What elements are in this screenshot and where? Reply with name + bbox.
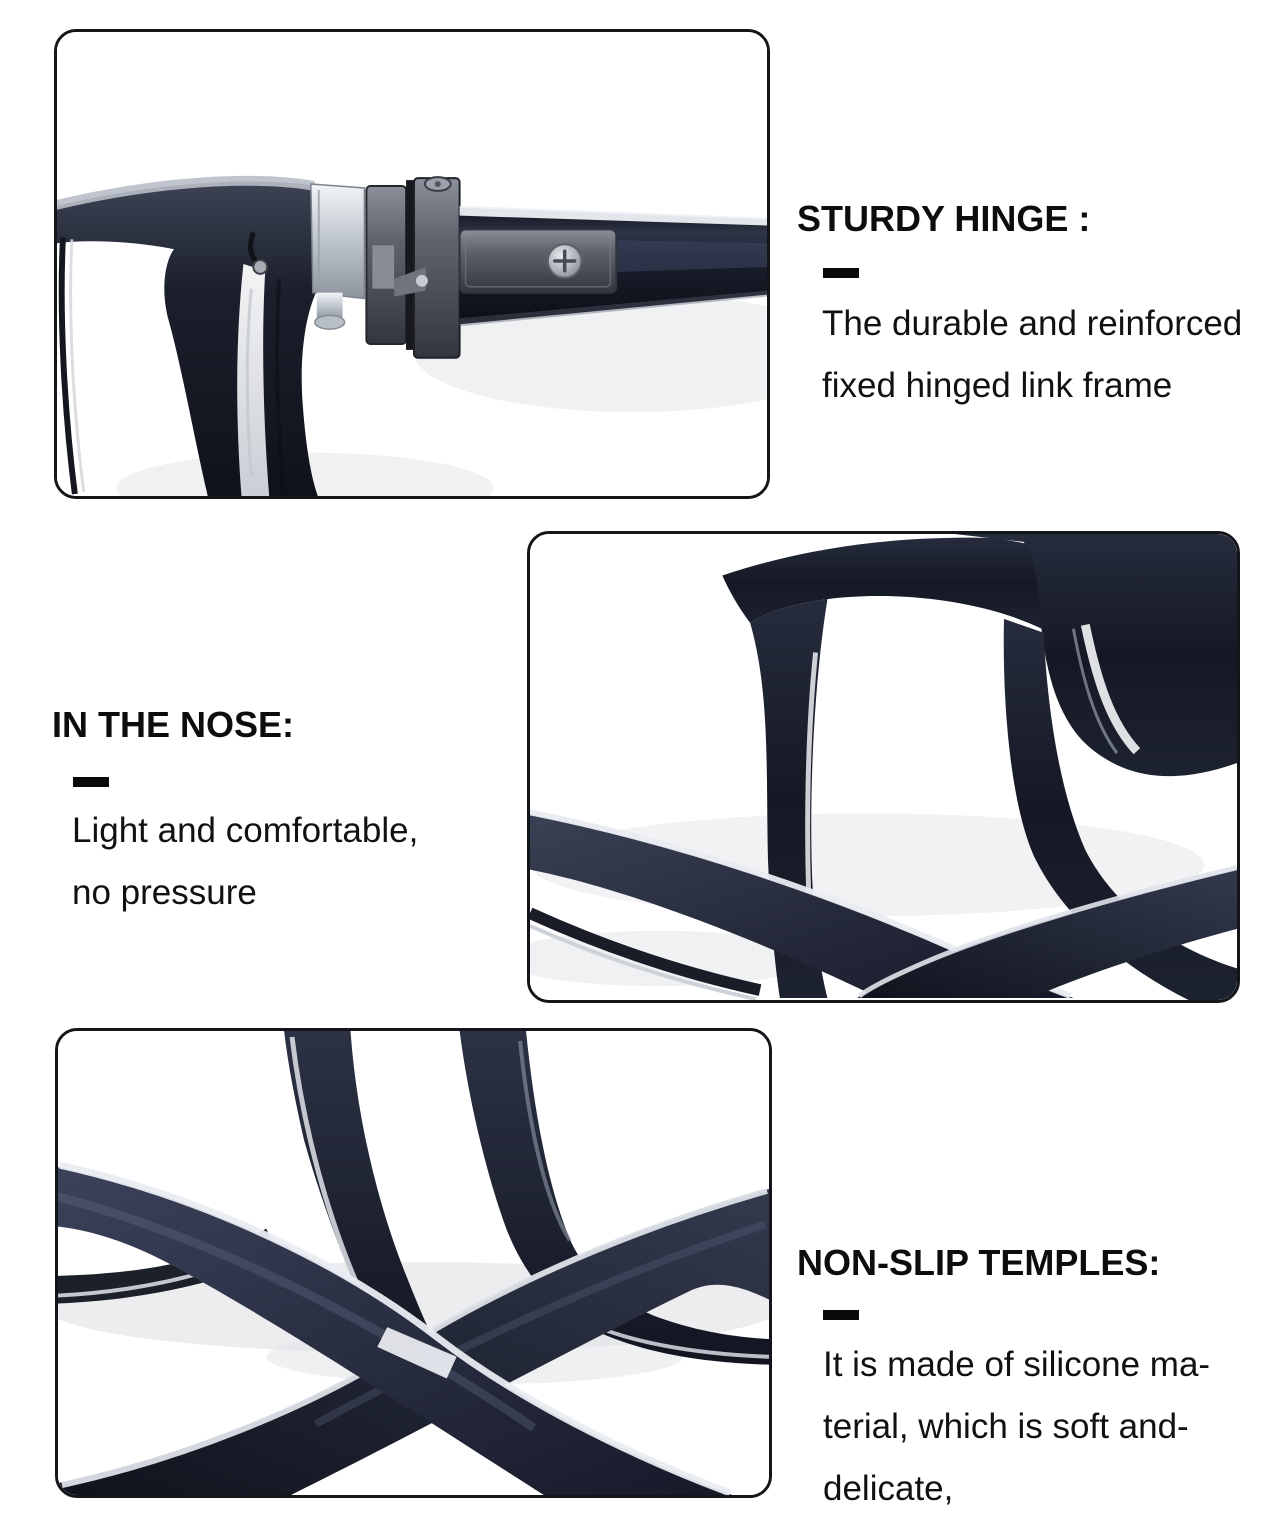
heading-underline-dash xyxy=(73,777,109,787)
crossed-temples-photo-panel xyxy=(55,1028,772,1498)
non-slip-temples-description xyxy=(823,1334,1210,1520)
nose-bridge-photo xyxy=(530,534,1237,1000)
description-line: fixed hinged link frame xyxy=(822,366,1173,405)
in-the-nose-description xyxy=(72,800,418,924)
description-line: It is made of silicone ma- xyxy=(823,1345,1211,1384)
hinge-photo-panel xyxy=(54,29,770,499)
description-line: The durable and reinforced xyxy=(822,304,1243,343)
sturdy-hinge-description xyxy=(822,293,1242,417)
heading-underline-dash xyxy=(823,268,859,278)
in-the-nose-heading: IN THE NOSE: xyxy=(52,704,295,745)
hinge-photo xyxy=(57,32,767,496)
crossed-temples-photo xyxy=(58,1031,769,1495)
sturdy-hinge-heading: STURDY HINGE : xyxy=(797,198,1091,239)
description-line: delicate, xyxy=(823,1469,954,1508)
description-line: Light and comfortable, xyxy=(72,811,419,850)
nose-bridge-photo-panel xyxy=(527,531,1240,1003)
heading-underline-dash xyxy=(823,1310,859,1320)
description-line: terial, which is soft and- xyxy=(823,1407,1189,1446)
non-slip-temples-heading: NON-SLIP TEMPLES: xyxy=(797,1242,1161,1283)
description-line: no pressure xyxy=(72,873,257,912)
